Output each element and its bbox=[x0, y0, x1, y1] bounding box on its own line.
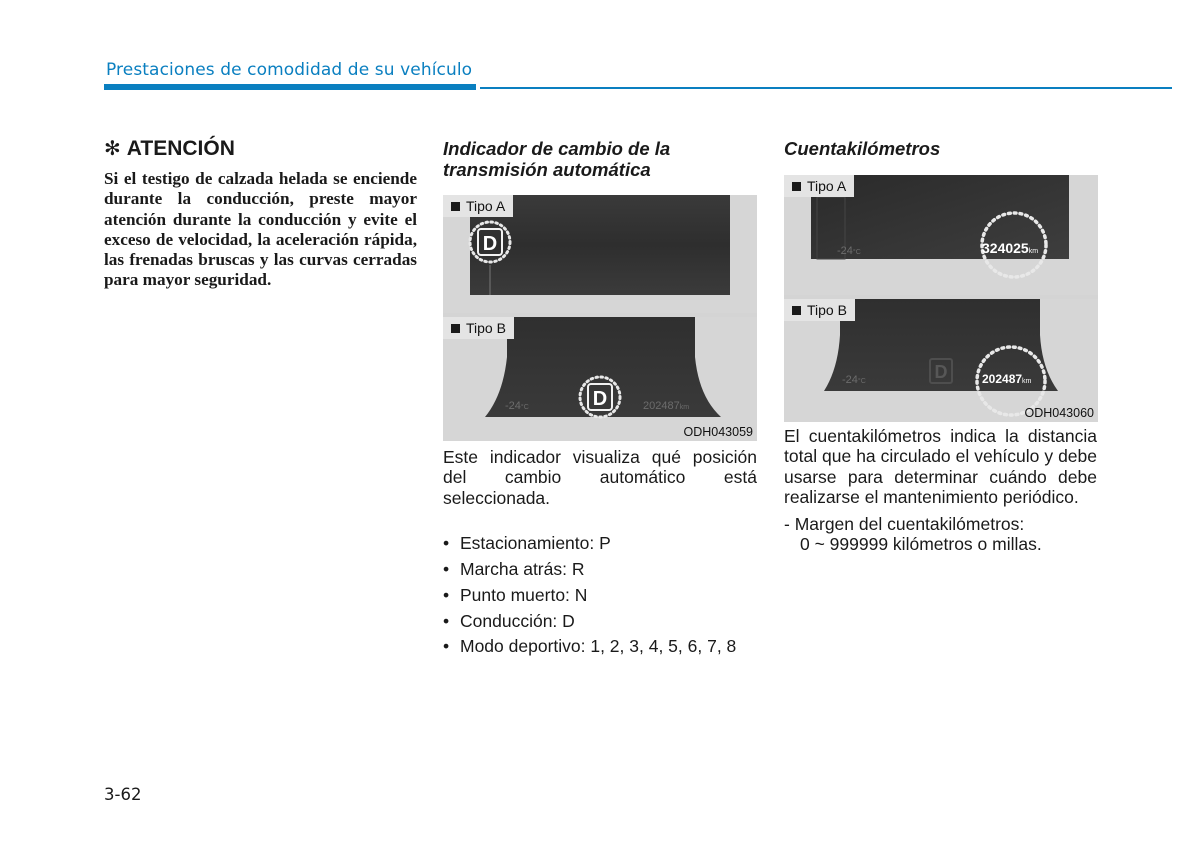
list-item: • Estacionamiento: P bbox=[443, 533, 611, 554]
gear-indicator-tipo-a: D bbox=[482, 233, 498, 255]
odometer-range bbox=[784, 514, 1097, 555]
attention-title: ATENCIÓN bbox=[126, 136, 235, 160]
tag-tipo-b-label: Tipo B bbox=[466, 320, 506, 336]
figure-code: ODH043059 bbox=[683, 425, 753, 439]
odometer-panel-tipo-a bbox=[784, 175, 1098, 295]
square-bullet-icon bbox=[792, 182, 801, 191]
odometer-figure bbox=[784, 175, 1098, 422]
odometer-range-value: 0 ~ 999999 kilómetros o millas. bbox=[800, 534, 1042, 555]
list-item: • Marcha atrás: R bbox=[443, 559, 585, 580]
attention-column bbox=[104, 136, 417, 291]
odometer-title: Cuentakilómetros bbox=[784, 138, 941, 159]
gear-indicator-tipo-b: D bbox=[592, 388, 608, 410]
tag-tipo-a-label: Tipo A bbox=[807, 178, 847, 194]
temp-tipo-b: -24°C bbox=[505, 400, 529, 412]
tag-tipo-a bbox=[784, 175, 854, 197]
odometer-value-tipo-a: 324025km bbox=[982, 240, 1039, 256]
temp-tipo-a: -24°C bbox=[837, 245, 861, 257]
transmission-panel-tipo-b bbox=[443, 317, 757, 441]
transmission-figure bbox=[443, 195, 757, 441]
header-rule-thick bbox=[104, 84, 476, 90]
list-item: • Conducción: D bbox=[443, 610, 575, 631]
square-bullet-icon bbox=[451, 202, 460, 211]
tag-tipo-b bbox=[443, 317, 514, 339]
attention-body: Si el testigo de calzada helada se enciende durante la conducción, preste mayor atención durante la conducción y evite el exceso de velocidad, la aceleración rápida, las frenadas bruscas y las curvas cerradas para mayor seguridad. bbox=[104, 169, 417, 290]
odometer-description: El cuentakilómetros indica la distancia total que ha circulado el vehículo y debe usarse para determinar cuándo debe realizarse el mantenimiento periódico. bbox=[784, 426, 1097, 508]
tag-tipo-a-label: Tipo A bbox=[466, 198, 506, 214]
gear-positions-list bbox=[443, 531, 757, 660]
odometer-column bbox=[784, 138, 1097, 554]
list-item: • Punto muerto: N bbox=[443, 584, 588, 605]
transmission-description: Este indicador visualiza qué posición del cambio automático está seleccionada. bbox=[443, 447, 757, 508]
transmission-title bbox=[443, 138, 757, 180]
odometer-panel-tipo-b bbox=[784, 299, 1098, 422]
square-bullet-icon bbox=[792, 306, 801, 315]
odometer-range-label: - Margen del cuentakilómetros: bbox=[784, 513, 1025, 534]
section-header-title: Prestaciones de comodidad de su vehículo bbox=[106, 60, 473, 80]
list-item: • Modo deportivo: 1, 2, 3, 4, 5, 6, 7, 8 bbox=[443, 636, 737, 657]
odometer-tipo-b: 202487km bbox=[643, 400, 690, 412]
tag-tipo-b bbox=[784, 299, 855, 321]
header-rule-thin bbox=[480, 87, 1172, 89]
page-number: 3-62 bbox=[104, 785, 142, 804]
figure-code: ODH043060 bbox=[1024, 406, 1094, 420]
transmission-title-line1: Indicador de cambio de la bbox=[443, 138, 671, 159]
tag-tipo-a bbox=[443, 195, 513, 217]
transmission-column bbox=[443, 138, 757, 660]
asterisk-icon: ✻ bbox=[104, 138, 121, 160]
gear-indicator-tipo-b: D bbox=[934, 362, 948, 382]
square-bullet-icon bbox=[451, 324, 460, 333]
temp-tipo-b: -24°C bbox=[842, 374, 866, 386]
tag-tipo-b-label: Tipo B bbox=[807, 302, 847, 318]
transmission-title-line2: transmisión automática bbox=[443, 159, 651, 180]
attention-heading bbox=[104, 136, 417, 161]
odometer-value-tipo-b: 202487km bbox=[982, 372, 1032, 386]
transmission-panel-tipo-a bbox=[443, 195, 757, 313]
